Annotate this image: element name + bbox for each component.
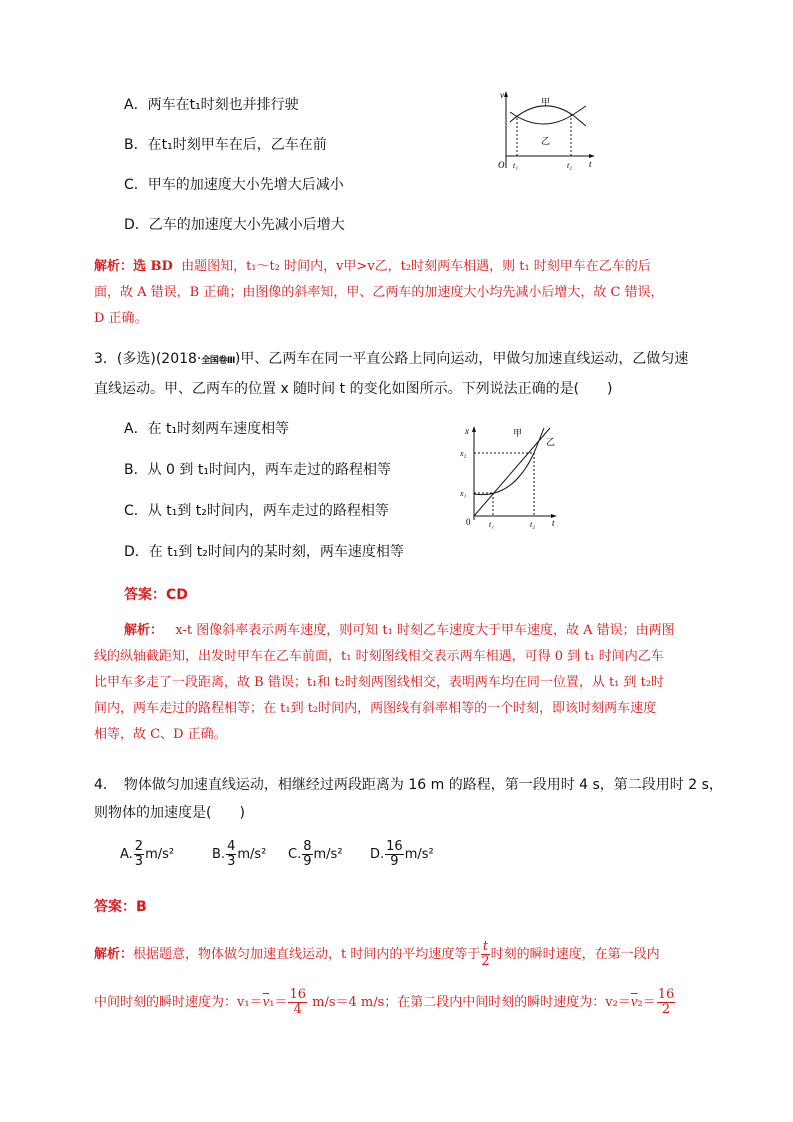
q4-option-b-label: B. xyxy=(212,847,226,862)
q2-option-b: B．在t₁时刻甲车在后，乙车在前 xyxy=(124,137,327,153)
q3-curve-jia-label: 甲 xyxy=(513,428,523,438)
q2-curve-jia xyxy=(510,106,586,126)
q4-option-b-num: 4 xyxy=(227,839,236,854)
q3-number: 3． xyxy=(94,351,117,367)
q2-origin: O xyxy=(498,160,505,170)
q3-analysis-line5: 相等，故 C、D 正确。 xyxy=(94,727,227,742)
q4-option-b-unit: m/s² xyxy=(237,847,267,862)
q2-analysis-label: 解析： xyxy=(94,259,134,274)
q3-line1-rest: )甲、乙两车在同一平直公路上同向运动，甲做匀加速直线运动，乙做匀速 xyxy=(234,351,689,367)
q4-option-a-label: A. xyxy=(120,847,133,862)
q3-t1-label: t₁ xyxy=(489,520,495,529)
q2-analysis-line2: 面，故 A 错误，B 正确；由图像的斜率知，甲、乙两车的加速度大小均先减小后增大，故 C 错误， xyxy=(94,285,664,300)
q4-option-d xyxy=(370,840,434,869)
q2-t2-label: t₂ xyxy=(567,161,573,170)
q4-half-den: 2 xyxy=(481,954,490,969)
q3-t-label: t xyxy=(552,518,555,528)
q3-option-a: A．在 t₁时刻两车速度相等 xyxy=(124,421,290,437)
q3-x-label: x xyxy=(465,426,469,436)
q3-analysis-line4: 间内，两车走过的路程相等；在 t₁到 t₂时间内，两图线有斜率相等的一个时刻，即该时刻两车速度 xyxy=(94,701,657,716)
q3-analysis-line2: 线的纵轴截距知，出发时甲车在乙车前面，t₁ 时刻图线相交表示两车相遇，可得 0 到 t₁ 时间内乙车 xyxy=(94,649,664,664)
q2-option-c: C．甲车的加速度大小先增大后减小 xyxy=(124,177,344,193)
q4-option-d-unit: m/s² xyxy=(404,847,434,862)
q4-option-b xyxy=(212,840,266,869)
q3-prefix: (多选)(2018· xyxy=(116,351,202,367)
q3-analysis-line3: 比甲车多走了一段距离，故 B 错误；t₁和 t₂时刻两图线相交，表明两车均在同一位置，从 t₁ 到 t₂时 xyxy=(94,675,665,690)
q2-vt-graph xyxy=(494,88,604,172)
q3-analysis-label: 解析： xyxy=(124,623,164,638)
q4-vbar1-sub: ₁＝ xyxy=(269,995,288,1010)
q4-stem-line1: 4． 物体做匀加速直线运动，相继经过两段距离为 16 m 的路程，第一段用时 4 s，第二段用时 2 s， xyxy=(94,777,723,793)
q4-analysis-line2-b: m/s＝4 m/s；在第二段内中间时刻的瞬时速度为：v₂＝ xyxy=(308,995,631,1010)
q2-curve-yi-label: 乙 xyxy=(541,136,551,146)
q4-option-d-num: 16 xyxy=(386,839,403,854)
q4-option-c-unit: m/s² xyxy=(313,847,343,862)
q2-t1-label: t₁ xyxy=(513,161,519,170)
q4-frac2-num: 16 xyxy=(657,987,675,1002)
q4-analysis-label: 解析： xyxy=(94,947,134,962)
q2-analysis-line1: 由题图知，t₁～t₂ 时间内，v甲>v乙，t₂时刻两车相遇，则 t₁ 时刻甲车在乙车的后 xyxy=(181,259,651,274)
q4-option-d-label: D. xyxy=(370,847,385,862)
q3-x2-label: x₂ xyxy=(460,449,467,458)
q4-frac2-den: 2 xyxy=(661,1002,671,1017)
q4-stem-line2: 则物体的加速度是( ) xyxy=(94,805,245,821)
q2-analysis-choice: 选 BD xyxy=(133,259,173,274)
q3-option-d: D．在 t₁到 t₂时间内的某时刻，两车速度相等 xyxy=(124,544,404,560)
q3-stem-line1 xyxy=(94,346,688,374)
q4-option-c-num: 8 xyxy=(303,839,312,854)
q3-source-badge: 全国卷Ⅲ xyxy=(201,356,235,366)
q3-t2-label: t₂ xyxy=(530,520,536,529)
q3-analysis-rest xyxy=(94,644,698,748)
q4-half-num: t xyxy=(482,939,489,954)
q4-option-a-num: 2 xyxy=(134,839,144,854)
q4-vbar1: $\overline{v}$ xyxy=(262,994,270,1010)
q3-analysis xyxy=(124,618,696,644)
q4-option-d-den: 9 xyxy=(390,854,399,869)
q2-v-label: v xyxy=(500,90,504,100)
q3-option-c: C．从 t₁到 t₂时间内，两车走过的路程相等 xyxy=(124,503,389,519)
q4-analysis-line1 xyxy=(94,940,698,969)
q4-frac1-den: 4 xyxy=(293,1002,302,1017)
q2-analysis-line3: D 正确。 xyxy=(94,311,148,326)
q4-analysis-line2-a: 中间时刻的瞬时速度为：v₁＝ xyxy=(94,995,263,1010)
q2-analysis xyxy=(94,254,694,332)
q4-vbar2-sub: ₂＝ xyxy=(637,995,656,1010)
q3-answer: 答案：CD xyxy=(124,587,188,603)
q4-vbar2: $\overline{v}$ xyxy=(630,994,638,1010)
q4-option-c xyxy=(288,840,343,869)
q3-xt-graph xyxy=(460,422,564,530)
q4-option-a-unit: m/s² xyxy=(145,847,175,862)
q4-analysis-line2 xyxy=(94,988,698,1017)
q3-analysis-line1: x-t 图像斜率表示两车速度，则可知 t₁ 时刻乙车速度大于甲车速度，故 A 错误；由两图 xyxy=(175,623,675,638)
q4-frac1-num: 16 xyxy=(289,987,306,1002)
q4-analysis-line1-a: 根据题意，物体做匀加速直线运动，t 时间内的平均速度等于 xyxy=(133,947,481,962)
q4-option-b-den: 3 xyxy=(227,854,236,869)
q2-curve-jia-label: 甲 xyxy=(541,97,551,107)
q3-line-yi-label: 乙 xyxy=(546,437,556,447)
q2-option-d: D．乙车的加速度大小先减小后增大 xyxy=(124,217,345,233)
q4-option-a xyxy=(120,840,174,869)
q4-option-a-den: 3 xyxy=(134,854,144,869)
q2-option-a: A．两车在t₁时刻也并排行驶 xyxy=(124,97,299,113)
q3-x1-label: x₁ xyxy=(460,489,467,498)
q4-option-c-label: C. xyxy=(288,847,302,862)
q3-option-b: B．从 0 到 t₁时间内，两车走过的路程相等 xyxy=(124,462,391,478)
q2-curve-yi xyxy=(510,106,586,124)
q4-option-c-den: 9 xyxy=(303,854,312,869)
q3-stem-line2: 直线运动。甲、乙两车的位置 x 随时间 t 的变化如图所示。下列说法正确的是( ) xyxy=(94,381,613,397)
q4-analysis-line1-b: 时刻的瞬时速度，在第一段内 xyxy=(490,947,660,962)
q3-origin: 0 xyxy=(466,517,471,527)
q4-answer: 答案：B xyxy=(94,899,147,915)
q2-t-label: t xyxy=(589,159,592,169)
